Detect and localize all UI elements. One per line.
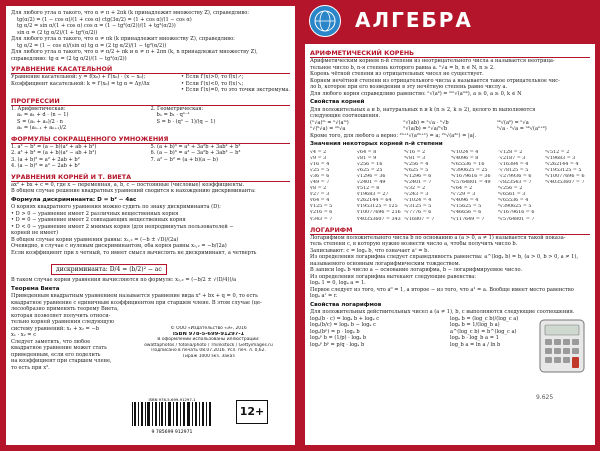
- root-line: Для любого корня справедливо равенство: ⁿ√(aᵏ) = ᵐⁿ√(aᵐᵏ), a ≥ 0, a ≥ 0, k ∈ N: [310, 90, 522, 97]
- geo-formula: bₙ = b₁ · qⁿ⁻¹: [156, 112, 190, 118]
- log-line: называемого основным логарифмическим тождеством.: [310, 260, 461, 267]
- root-value: ⁸√65536 = 4: [498, 198, 529, 204]
- root-value: ∛10077696 = 216: [357, 210, 401, 216]
- root-value: ⁴√4096 = 8: [451, 155, 479, 161]
- root-prop: ⁿ√a · ᵏ√a = ⁿᵏ√(aⁿ⁺ᵏ): [496, 126, 547, 132]
- log-line: logₐ 1 = 0, logₐ a = 1.: [310, 280, 366, 287]
- log-heading: ЛОГАРИФМ: [310, 226, 590, 235]
- roots-column: [545, 150, 590, 223]
- printed-date: Подписано в печать 08.07.2016. Усл. печ. л. 0,62.: [151, 348, 266, 354]
- trig-line: справедливо: tg α = (2 tg α/2)/(1 − tg²(α/2)): [11, 55, 127, 62]
- theorem-line: Следует заметить, что любое: [11, 338, 91, 345]
- root-value: ⁷√823543 = 7: [498, 179, 532, 185]
- log-prop: logₐ b · log_b a = 1: [450, 335, 499, 342]
- log-line: Из определения логарифма следует справедливость равенства: a^(logₐ b) = b, (a > 0, b > 0, a ≠ 1),: [310, 254, 578, 261]
- root-value: ⁶√64 = 2: [451, 186, 473, 192]
- arith-title: 1. Арифметическая:: [11, 105, 66, 112]
- root-value: ⁵√7776 = 6: [404, 210, 432, 216]
- log-props-heading: Свойства логарифмов: [310, 301, 382, 308]
- left-panel: [6, 6, 295, 445]
- root-value: ⁷√2187 = 3: [498, 155, 526, 161]
- log-prop: logₐ b = (log_c b)/(log_c a): [450, 315, 519, 322]
- derivative-condition: • Если f′(x)=0, то это точки экстремума.: [181, 87, 290, 93]
- disc-line: • D = 0 − уравнение имеет 2 совпадающих вещественных корня: [11, 217, 186, 223]
- root-value: ⁹√262144 = 4: [545, 161, 579, 167]
- tangent-block: [11, 74, 290, 94]
- root-value: ⁵√16807 = 7: [404, 216, 435, 222]
- theorem-line: которая позволяет получить относи-: [11, 312, 111, 319]
- root-value: ⁶√4096 = 4: [451, 198, 479, 204]
- root-line: ло b, которое при его возведении в эту нечётную степень равно числу a.: [310, 84, 508, 90]
- theorem-line: то есть при x².: [11, 364, 50, 371]
- log-prop: a^(log_c b) = b^(log_c a): [450, 328, 517, 335]
- root-value: ⁴√1024 = 4: [451, 149, 479, 155]
- root-abs-line: Кроме того, для любого a верно: ²ⁿ⁺¹√(a²ⁿ⁺¹) = a; ²ⁿ√(a²ⁿ) = |a|.: [310, 132, 477, 139]
- root-value: ⁸√6561 = 3: [498, 192, 526, 198]
- root-value: ⁴√5764801 = 49: [451, 179, 491, 185]
- root-value: ⁶√46656 = 6: [451, 210, 482, 216]
- root-value: ⁹√40353607 = 7: [545, 179, 585, 185]
- even-coef-line: Если коэффициент при x четный, то имеет смысл вычислять не дискриминант, а четверть: [11, 249, 257, 256]
- disc-line: В общем случае корни уравнения равны: x₁,₂ = (−b ± √D)/(2a): [11, 236, 179, 243]
- abbrev-formula: 5. (a + b)³ = a³ + 3a²b + 3ab² + b³: [150, 143, 241, 150]
- root-value: ⁴√16 = 2: [404, 149, 426, 155]
- root-prop: ⁿ√(ᵏ√a) = ⁿᵏ√a: [310, 126, 346, 132]
- root-value: ⁹√512 = 2: [545, 149, 570, 155]
- isbn: ISBN 978-5-699-91297-1: [172, 331, 245, 337]
- root-prop: ⁿᵏ√(aᵏ) = ⁿ√a: [496, 119, 529, 126]
- root-value: √16 = 4: [310, 161, 330, 167]
- root-prop: ⁿ√(a/b) = ⁿ√a/ⁿ√b: [403, 126, 448, 132]
- root-line: Корень чётной степени из отрицательных чисел не существует.: [310, 71, 484, 77]
- root-heading: АРИФМЕТИЧЕСКИЙ КОРЕНЬ: [310, 49, 590, 58]
- root-value: ⁴√65536 = 16: [451, 161, 485, 167]
- root-value: ⁶√15625 = 5: [451, 204, 482, 210]
- vieta-line: В общем случае решение квадратных уравнений сводится к нахождению дискриминанта:: [11, 188, 256, 194]
- root-value: ⁴√390625 = 25: [451, 167, 488, 173]
- root-value: √256 = 16: [357, 161, 383, 167]
- barcode-number: 9 785699 912971: [151, 430, 193, 435]
- arith-formula: S = (a₁ + aₙ)/2 · n: [17, 118, 63, 125]
- copyright: © ООО «Издательство «Э», 2016: [170, 326, 247, 331]
- root-value: ⁴√256 = 4: [404, 161, 429, 167]
- roots-column: [310, 150, 355, 223]
- trig-line: tg α/2 = sin α/(1 + cos α) cos α = (1 − tg²(α/2))/(1 + tg²(α/2)): [17, 23, 176, 29]
- barcode-bars-icon: [128, 402, 216, 426]
- root-value: ⁸√256 = 2: [498, 186, 523, 192]
- theorem-line: приведенным, если его поделить: [11, 351, 101, 358]
- quarter-discriminant: дискриминанта: D/4 = (b/2)² − ac: [51, 264, 167, 275]
- disc-line: О корнях квадратного уравнения можно судить по знаку дискриминанта (D):: [11, 204, 221, 210]
- theorem-line: систему уравнений: x₁ + x₂ = −b: [11, 325, 99, 332]
- root-props-grid: [310, 120, 590, 133]
- log-line: Записывают: c = logₐ b, что означает aᶜ = b.: [310, 247, 429, 254]
- roots-column: [451, 150, 496, 223]
- trig-line: Для любого угла α такого, что α ≠ π/2 + πk и α ≠ π + 2πn (k, n принадлежат множеству Z),: [11, 49, 258, 55]
- trig-line: tg α/2 = (1 − cos α)/(sin α) tg α = (2 tg α/2)/(1 − tg²(α/2)): [17, 42, 167, 49]
- theorem-line: лесообразно применять теорему Виета,: [11, 306, 119, 312]
- abbrev-formula: 7. a² − b² = (a + b)(a − b): [150, 156, 218, 163]
- log-prop: logₐ(b/c) = logₐ b − logₐ c: [310, 322, 376, 329]
- vieta-heading: УРАВНЕНИЯ КОРНЕЙ И Т. ВИЕТА: [11, 173, 290, 182]
- theorem-line: квадратное уравнение может стать: [11, 345, 107, 351]
- log-line: Из определения логарифма вытекают следующие равенства:: [310, 273, 477, 280]
- calculator-icon: [538, 318, 586, 374]
- root-value: ∛8 = 2: [310, 186, 327, 192]
- root-value: ⁸√5764801 = 7: [498, 216, 535, 222]
- root-props-heading: Свойства корней: [310, 99, 365, 105]
- reduced-formula: В таком случае корни уравнения вычисляются по формуле: x₁,₂ = (−b/2 ± √(D/4))/a: [11, 277, 237, 283]
- geo-formula: S = b · (qⁿ − 1)/(q − 1): [156, 118, 216, 125]
- root-value: ∛125 = 5: [310, 204, 333, 210]
- globe-icon: [310, 6, 340, 36]
- root-value: ∛64 = 4: [310, 198, 330, 204]
- theorem-line: квадратное уравнение с единичным коэффициентом при старшем члене. В этом случае (це-: [11, 299, 262, 306]
- tangent-coefficient: Коэффициент касательной: k = f′(x₀) = tg α = Δy/Δx: [11, 80, 150, 87]
- geo-title: 2. Геометрическая:: [150, 105, 204, 112]
- log-line: Первое следует из того, что a⁰ = 1, а второе − из того, что a¹ = a. Вообще имеет место равенство: [310, 286, 574, 293]
- trig-line: Для любого угла α такого, что α ≠ πk (k принадлежит множеству Z), справедливо:: [11, 36, 235, 42]
- root-value: ∛27 = 3: [310, 192, 330, 198]
- arith-formula: aₙ = a₁ + d · (n − 1): [17, 112, 69, 118]
- trig-block: [11, 10, 290, 62]
- page-title: АЛГЕБРА: [355, 8, 473, 32]
- roots-table-heading: Значения некоторых корней n-й степени: [310, 141, 443, 147]
- barcode-isbn: ISBN 978-5-699-91297-1: [148, 397, 196, 402]
- root-value: ⁴√625 = 5: [404, 167, 429, 173]
- abbrev-block: [11, 144, 290, 170]
- discriminant-title: Формула дискриминанта: D = b² − 4ac: [11, 196, 137, 203]
- log-prop: logₐ(bᵖ) = p · logₐ b: [310, 328, 360, 335]
- root-line: Арифметическим корнем n-й степени из неотрицательного числа a называется неотрица-: [310, 58, 555, 64]
- abbrev-formula: 3. (a + b)² = a² + 2ab + b²: [11, 156, 80, 163]
- tangent-equation: Уравнение касательной: y = f(x₀) + f′(x₀) · (x − x₀);: [11, 74, 146, 80]
- root-value: √64 = 8: [357, 149, 377, 155]
- root-value: √49 = 7: [310, 179, 330, 185]
- root-value: ∛216 = 6: [310, 210, 333, 216]
- root-value: ⁷√128 = 2: [498, 149, 523, 155]
- abbrev-formula: 1. a² − b² = (a − b)(a² + ab + b²): [11, 143, 97, 150]
- root-value: √2401 = 49: [357, 179, 386, 185]
- root-value: √81 = 9: [357, 155, 377, 161]
- root-value: ⁶√117649 = 7: [451, 216, 485, 222]
- barcode: [128, 397, 216, 433]
- image-sources: owattaphotos / fotolia/photo / Thinkstock / Gettyimages.ru: [144, 342, 273, 348]
- vieta-theorem-heading: Теорема Виета: [11, 285, 60, 292]
- root-value: ⁴√1679616 = 36: [451, 173, 491, 179]
- log-prop: logₐ(b · c) = logₐ b + logₐ c: [310, 315, 380, 322]
- log-prop: log_b a = ln a / ln b: [450, 341, 501, 348]
- root-value: ⁷√279936 = 6: [498, 173, 532, 179]
- derivative-condition: • Если f′(x)<0, то f(x)↘;: [181, 80, 244, 87]
- arith-formula: aₙ = (aₙ₋₁ + aₙ₊₁)/2: [17, 125, 67, 131]
- abbrev-heading: ФОРМУЛЫ СОКРАЩЕННОГО УМНОЖЕНИЯ: [11, 135, 290, 144]
- disc-line: • D > 0 − уравнение имеет 2 различных вещественных корня: [11, 210, 179, 217]
- roots-column: [404, 150, 449, 223]
- age-rating-badge: 12+: [236, 400, 268, 424]
- root-value: √4 = 2: [310, 149, 327, 155]
- roots-table: [310, 150, 590, 223]
- abbrev-formula: 4. (a − b)² = a² − 2ab + b²: [11, 163, 80, 169]
- theorem-line: на коэффициент при старшем члене,: [11, 358, 112, 364]
- root-value: ⁴√81 = 3: [404, 155, 426, 161]
- root-value: ∛40353607 = 343: [357, 216, 401, 222]
- theorem-line: Приведенным квадратным уравнением называется уравнение вида x² + bx + q = 0, то есть: [11, 293, 258, 299]
- root-value: ⁹√19683 = 3: [545, 155, 576, 161]
- root-value: ⁴√2401 = 7: [404, 179, 432, 185]
- root-line: тельное число b, n-я степень которого равна a. ⁿ√a = b, n ∈ N, n ≥ 2.: [310, 64, 495, 71]
- root-value: ⁵√1024 = 4: [404, 198, 432, 204]
- root-value: ∛1953125 = 125: [357, 204, 398, 210]
- trig-line: tg(α/2) = (1 − cos α)/(1 + cos α) ctg(3α/2) = (1 + cos α)/(1 − cos α): [17, 16, 192, 23]
- log-prop: logₐᵖ bᵖ = p/q · logₐ b: [310, 341, 365, 348]
- root-value: ⁸√390625 = 5: [498, 204, 532, 210]
- theorem-line: x₁ · x₂ = c: [11, 332, 37, 338]
- vieta-line: ax² + bx + c = 0, где x − переменная, a, b, c − постоянные (числовые) коэффициенты.: [11, 181, 245, 188]
- logprops-intro: Для положительных действительных чисел a (a ≠ 1), b, c выполняются следующие соотношения.: [310, 309, 575, 316]
- root-value: ⁸√1679616 = 6: [498, 210, 535, 216]
- root-value: ⁴√1296 = 6: [404, 173, 432, 179]
- root-value: ⁹√10077696 = 6: [545, 173, 585, 179]
- right-panel: [305, 44, 595, 445]
- root-line: Корнем нечётной степени из отрицательного числа a называется такое отрицательное чис-: [310, 77, 560, 84]
- log-prop: logₐ b = 1/(log_b a): [450, 322, 500, 329]
- tangent-heading: УРАВНЕНИЕ КАСАТЕЛЬНОЙ: [11, 65, 290, 74]
- root-prop: ⁿ√(ab) = ⁿ√a · ⁿ√b: [403, 119, 449, 126]
- root-value: √1296 = 36: [357, 173, 386, 179]
- disc-line: корней не имеет): [11, 230, 59, 236]
- root-value: ⁷√78125 = 5: [498, 167, 529, 173]
- root-value: ∛19683 = 27: [357, 192, 389, 198]
- root-value: √36 = 6: [310, 173, 330, 179]
- abbrev-formula: 6. (a − b)³ = a³ − 3a²b + 3ab² − b³: [150, 150, 241, 156]
- log-line: logₐ aʳ = r.: [310, 293, 338, 300]
- progressions-block: [11, 106, 290, 132]
- log-prop: logₐᵖ b = (1/p) · logₐ b: [310, 335, 367, 342]
- roots-column: [498, 150, 543, 223]
- globe-logo-icon: [309, 5, 341, 37]
- abbrev-formula: 2. a³ + b³ = (a + b)(a² − ab + b²): [11, 150, 97, 156]
- handwritten-note: 9.625: [536, 394, 554, 401]
- props-intro: Для положительных a и b, натуральных n и k (n ≥ 2, k ≥ 2), целого m выполняются: [310, 106, 536, 113]
- root-prop: (ⁿ√a)ᵐ = ⁿ√(aᵐ): [310, 119, 349, 126]
- publisher-info: [126, 326, 291, 360]
- roots-column: [357, 150, 402, 223]
- root-value: ∛343 = 7: [310, 216, 333, 222]
- progressions-heading: ПРОГРЕССИИ: [11, 97, 290, 106]
- props-intro: следующие соотношения.: [310, 113, 381, 119]
- trig-line: sin α = (2 tg α/2)/(1 + tg²(α/2)): [17, 29, 98, 36]
- root-value: √625 = 25: [357, 167, 383, 173]
- root-value: ⁶√729 = 3: [451, 192, 476, 198]
- credits: В оформлении использованы иллюстрации:: [157, 337, 260, 343]
- theorem-line: тельно корней уравнения следующую: [11, 319, 114, 325]
- disc-line: • D < 0 − уравнение имеет 2 мнимых корня (для непродвинутых пользователей −: [11, 223, 234, 230]
- root-value: ⁵√32 = 2: [404, 186, 426, 192]
- zero-disc-line: Очевидно, в случае с нулевым дискриминантом, оба корня равны x₁,₂ = −b/(2a): [11, 243, 227, 249]
- log-line: тель степени c, в которую нужно возвести число a, чтобы получить число b.: [310, 241, 518, 248]
- root-value: ⁹√1953125 = 5: [545, 167, 582, 173]
- root-value: √25 = 5: [310, 167, 330, 173]
- root-value: ⁵√3125 = 5: [404, 204, 432, 210]
- log-line: Логарифмом положительного числа b по основанию a (a > 0, a ≠ 1) называется такой показа-: [310, 234, 566, 241]
- root-value: ⁵√243 = 3: [404, 192, 429, 198]
- root-value: ∛262144 = 64: [357, 198, 392, 204]
- derivative-condition: • Если f′(x)>0, то f(x)↗;: [181, 74, 244, 80]
- log-line: В записи logₐ b число a − основание логарифма, b − логарифмируемое число.: [310, 267, 523, 274]
- trig-line: Для любого угла α такого, что α ≠ π + 2πk (k принадлежит множеству Z), справедливо:: [11, 10, 249, 16]
- root-value: √9 = 3: [310, 155, 327, 161]
- print-run: Тираж 1000 экз. Заказ: [182, 353, 235, 359]
- root-value: ⁷√16384 = 4: [498, 161, 529, 167]
- root-value: ∛512 = 8: [357, 186, 380, 192]
